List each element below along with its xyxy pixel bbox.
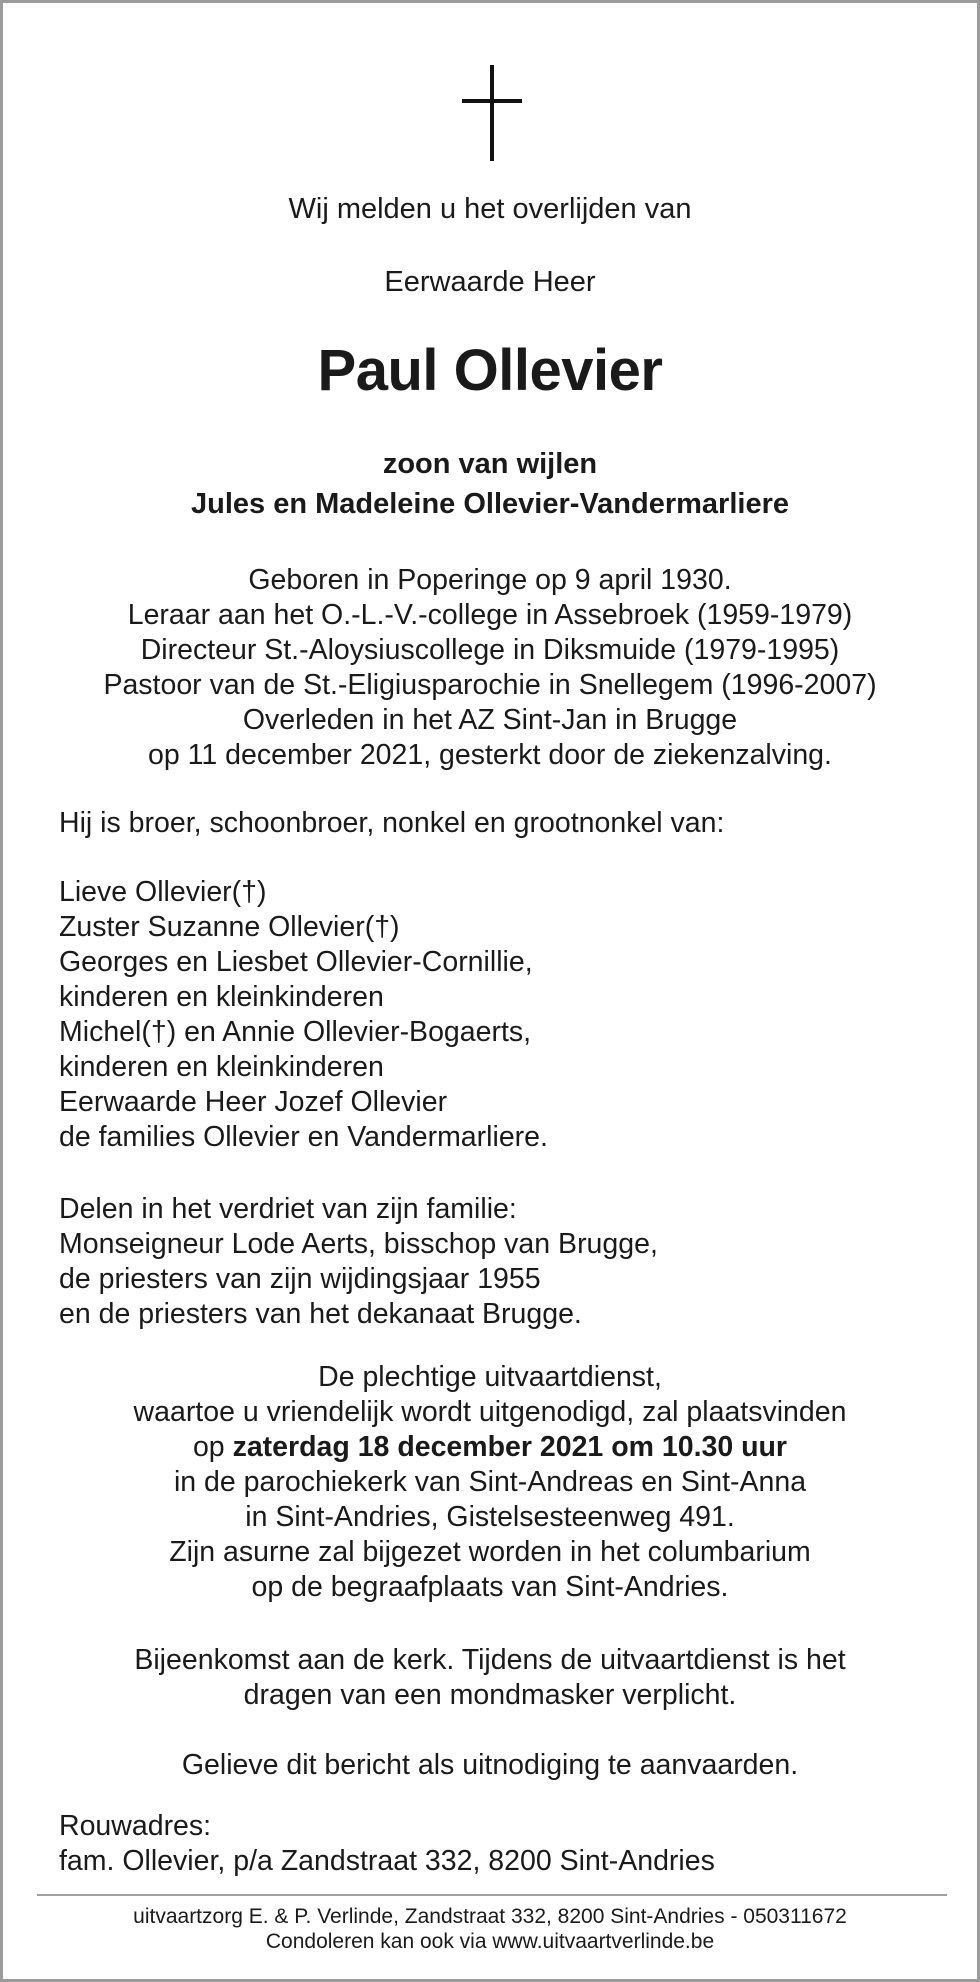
relatives-list (59, 875, 939, 1155)
sharing-line: Monseigneur Lode Aerts, bisschop van Brugge, (59, 1228, 658, 1260)
biography-line: Geboren in Poperinge op 9 april 1930. (248, 564, 732, 596)
biography (3, 563, 977, 773)
biography-line: op 11 december 2021, gesterkt door de ziekenzalving. (148, 739, 832, 771)
invitation-note: Gelieve dit bericht als uitnodiging te aanvaarden. (181, 1749, 799, 1781)
biography-line: Overleden in het AZ Sint-Jan in Brugge (242, 704, 738, 736)
address-label: Rouwadres: (59, 1810, 212, 1842)
address-block (59, 1809, 939, 1879)
sharing-block (59, 1192, 939, 1332)
relative-item: Lieve Ollevier(†) (59, 876, 267, 908)
relative-item: Eerwaarde Heer Jozef Ollevier (59, 1086, 448, 1118)
funeral-date: zaterdag 18 december 2021 om 10.30 uur (232, 1431, 788, 1463)
cross-icon (462, 65, 522, 161)
footer-condolence: Condoleren kan ook via www.uitvaartverlinde.be (265, 1930, 715, 1953)
gathering-line: Bijeenkomst aan de kerk. Tijdens de uitvaartdienst is het (134, 1644, 846, 1676)
funeral-line: De plechtige uitvaartdienst, (318, 1361, 662, 1393)
biography-line: Leraar aan het O.-L.-V.-college in Assebroek (1959-1979) (127, 599, 853, 631)
relative-item: kinderen en kleinkinderen (59, 1051, 384, 1083)
funeral-line: waartoe u vriendelijk wordt uitgenodigd, zal plaatsvinden (133, 1396, 847, 1428)
footer-divider (37, 1894, 947, 1896)
footer-funeral-home: uitvaartzorg E. & P. Verlinde, Zandstraat 332, 8200 Sint-Andries - 050311672 (133, 1905, 847, 1928)
funeral-block (3, 1360, 977, 1605)
funeral-line: Zijn asurne zal bijgezet worden in het columbarium (169, 1536, 811, 1568)
parents-line-1: zoon van wijlen (382, 448, 598, 480)
relative-item: Zuster Suzanne Ollevier(†) (59, 911, 400, 943)
gathering-block (3, 1643, 977, 1713)
sharing-line: de priesters van zijn wijdingsjaar 1955 (59, 1263, 541, 1295)
funeral-line: in Sint-Andries, Gistelsesteenweg 491. (245, 1501, 735, 1533)
gathering-line: dragen van een mondmasker verplicht. (243, 1679, 737, 1711)
funeral-line: in de parochiekerk van Sint-Andreas en Sint-Anna (173, 1466, 807, 1498)
footer (3, 1904, 977, 1954)
sharing-line: en de priesters van het dekanaat Brugge. (59, 1298, 582, 1330)
relatives-intro: Hij is broer, schoonbroer, nonkel en grootnonkel van: (59, 807, 725, 839)
deceased-name: Paul Ollevier (317, 338, 663, 403)
relative-item: Georges en Liesbet Ollevier-Cornillie, (59, 946, 533, 978)
relative-item: Michel(†) en Annie Ollevier-Bogaerts, (59, 1016, 532, 1048)
relative-item: kinderen en kleinkinderen (59, 981, 384, 1013)
honorific: Eerwaarde Heer (384, 266, 596, 298)
relative-item: de families Ollevier en Vandermarliere. (59, 1121, 548, 1153)
address-value: fam. Ollevier, p/a Zandstraat 332, 8200 Sint-Andries (59, 1845, 715, 1877)
funeral-date-line (3, 1430, 977, 1465)
parents-line-2: Jules en Madeleine Ollevier-Vandermarliere (190, 488, 789, 520)
sharing-line: Delen in het verdriet van zijn familie: (59, 1193, 517, 1225)
funeral-date-prefix: op (192, 1431, 233, 1463)
biography-line: Pastoor van de St.-Eligiusparochie in Snellegem (1996-2007) (103, 669, 877, 701)
intro-text: Wij melden u het overlijden van (288, 193, 692, 225)
biography-line: Directeur St.-Aloysiuscollege in Diksmuide (1979-1995) (140, 634, 840, 666)
funeral-line: op de begraafplaats van Sint-Andries. (251, 1571, 729, 1603)
